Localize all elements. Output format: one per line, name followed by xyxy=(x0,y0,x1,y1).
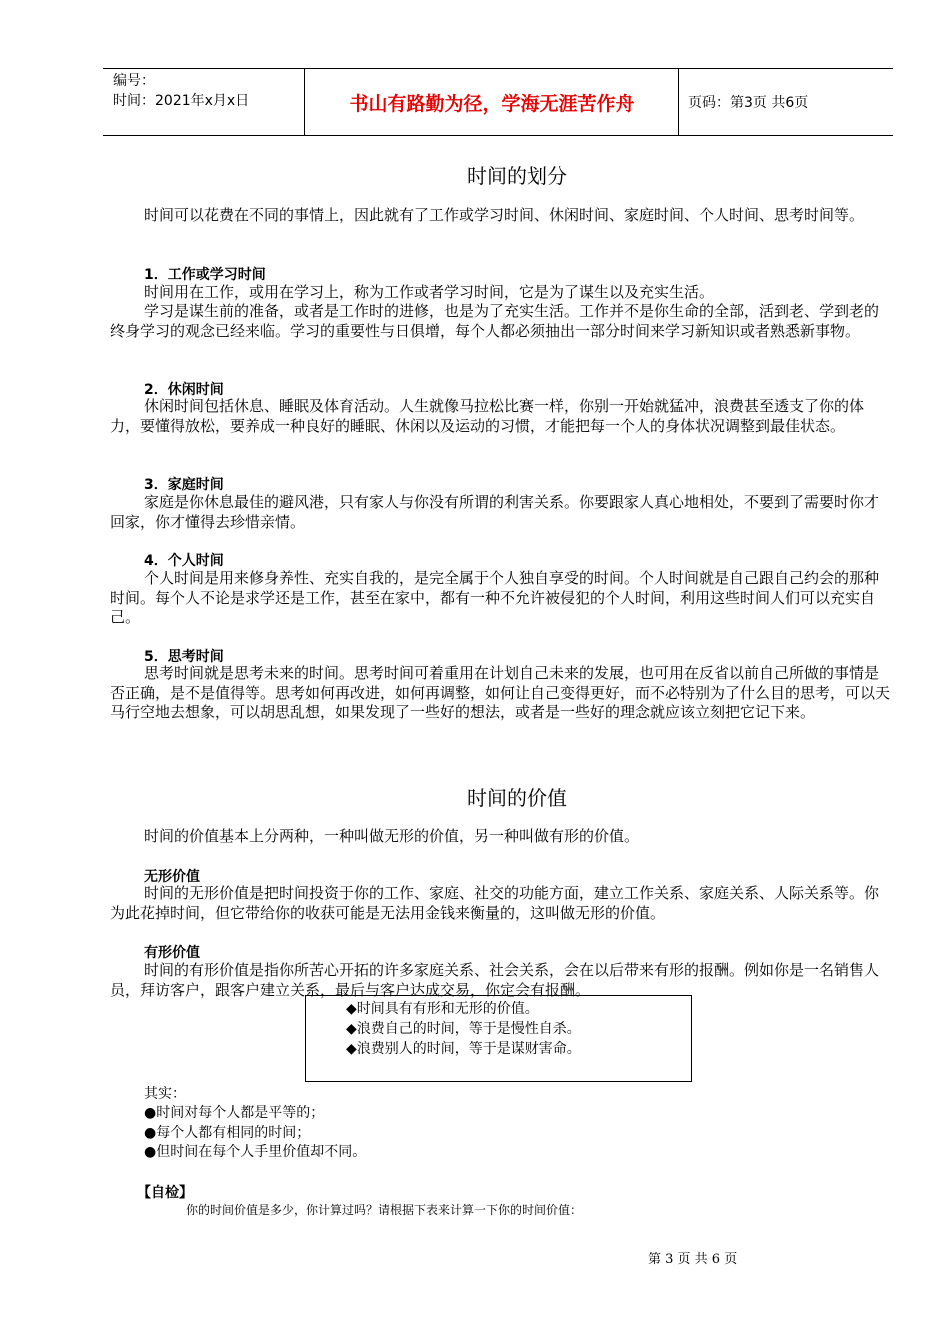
subsection-heading: 有形价值 xyxy=(144,945,200,961)
paragraph: 家庭是你休息最佳的避风港，只有家人与你没有所谓的利害关系。你要跟家人真心地相处，不要到了需要时你才回家，你才懂得去珍惜亲情。 xyxy=(110,493,880,531)
paragraph: 时间用在工作，或用在学习上，称为工作或者学习时间，它是为了谋生以及充实生活。 xyxy=(144,283,715,301)
bullet-item: ●时间对每个人都是平等的； xyxy=(144,1105,325,1121)
paragraph: 学习是谋生前的准备，或者是工作时的进修，也是为了充实生活。工作并不是你生命的全部，活到老、学到老的终身学习的观念已经来临。学习的重要性与日俱增，每个人都必须抽出一部分时间来学习新知识或者熟悉新事物。 xyxy=(110,302,880,340)
subsection-heading: 1．工作或学习时间 xyxy=(144,267,266,283)
self-check-label: 【自检】 xyxy=(137,1185,193,1201)
key-point: ◆浪费自己的时间，等于是慢性自杀。 xyxy=(346,1021,581,1037)
bullet-item: ●每个人都有相同的时间； xyxy=(144,1125,311,1141)
subsection-heading: 4．个人时间 xyxy=(144,553,224,569)
paragraph: 时间的无形价值是把时间投资于你的工作、家庭、社交的功能方面，建立工作关系、家庭关系、人际关系等。你为此花掉时间，但它带给你的收获可能是无法用金钱来衡量的，这叫做无形的价值。 xyxy=(110,884,880,922)
subsection-heading: 3．家庭时间 xyxy=(144,477,224,493)
section-title: 时间的价值 xyxy=(467,786,567,810)
paragraph: 思考时间就是思考未来的时间。思考时间可着重用在计划自己未来的发展，也可用在反省以前自己所做的事情是否正确，是不是值得等。思考如何再改进，如何再调整，如何让自己变得更好，而不必特别为了什么目的思考，可以天马行空地去想象，可以胡思乱想，如果发现了一些好的想法，或者是一些好的理念就应该立刻把它记下来。 xyxy=(110,664,891,721)
section-title: 时间的划分 xyxy=(467,164,567,188)
section-intro: 时间的价值基本上分两种，一种叫做无形的价值，另一种叫做有形的价值。 xyxy=(144,827,640,845)
subsection-heading: 2．休闲时间 xyxy=(144,382,224,398)
section-intro: 时间可以花费在不同的事情上，因此就有了工作或学习时间、休闲时间、家庭时间、个人时间、思考时间等。 xyxy=(144,206,865,224)
actually-label: 其实： xyxy=(144,1086,186,1102)
paragraph: 个人时间是用来修身养性、充实自我的，是完全属于个人独自享受的时间。个人时间就是自己跟自己约会的那种时间。每个人不论是求学还是工作，甚至在家中，都有一种不允许被侵犯的个人时间，利用这些时间人们可以充实自己。 xyxy=(110,569,880,626)
page-header xyxy=(103,68,893,136)
header-page-info: 页码：第3页 共6页 xyxy=(688,95,809,111)
page-footer: 第 3 页 共 6 页 xyxy=(648,1252,738,1267)
self-check-text: 你的时间价值是多少，你计算过吗？请根据下表来计算一下你的时间价值： xyxy=(186,1203,583,1217)
number-label: 编号： xyxy=(113,73,155,89)
header-meta xyxy=(113,68,303,139)
subsection-heading: 无形价值 xyxy=(144,869,200,885)
subsection-heading: 5．思考时间 xyxy=(144,649,224,665)
key-point: ◆浪费别人的时间，等于是谋财害命。 xyxy=(346,1041,581,1057)
time-label: 时间：2021年x月x日 xyxy=(113,93,250,109)
bullet-item: ●但时间在每个人手里价值却不同。 xyxy=(144,1144,367,1160)
key-point: ◆时间具有有形和无形的价值。 xyxy=(346,1001,539,1017)
header-motto: 书山有路勤为径，学海无涯苦作舟 xyxy=(349,92,635,115)
key-points-box xyxy=(305,995,692,1082)
paragraph: 时间的有形价值是指你所苦心开拓的许多家庭关系、社会关系，会在以后带来有形的报酬。例如你是一名销售人员，拜访客户，跟客户建立关系，最后与客户达成交易，你定会有报酬。 xyxy=(110,961,880,999)
paragraph: 休闲时间包括休息、睡眠及体育活动。人生就像马拉松比赛一样，你别一开始就猛冲，浪费甚至透支了你的体力，要懂得放松，要养成一种良好的睡眠、休闲以及运动的习惯，才能把每一个人的身体状况调整到最佳状态。 xyxy=(110,397,865,435)
